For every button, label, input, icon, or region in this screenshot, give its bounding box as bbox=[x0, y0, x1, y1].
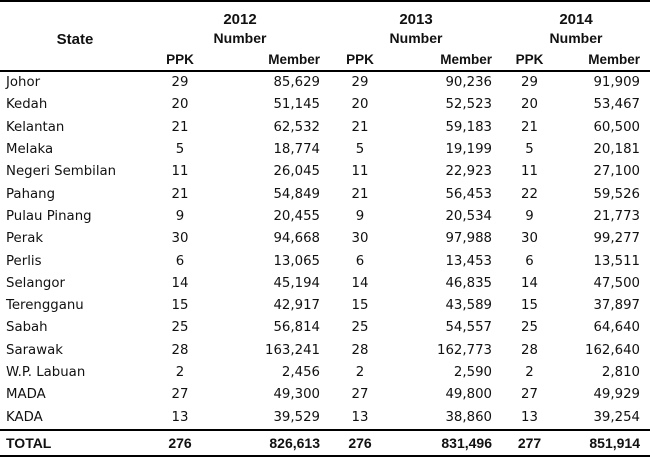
ppk-2012-cell: 13 bbox=[171, 409, 189, 425]
total-ppk-2013: 276 bbox=[348, 434, 372, 451]
year-header-2014: 2014 bbox=[559, 11, 593, 28]
table-row bbox=[0, 94, 650, 116]
table-row bbox=[0, 295, 650, 317]
member-2014-cell: 2,810 bbox=[601, 365, 640, 380]
ppk-2012-cell: 20 bbox=[171, 97, 189, 113]
member-2013-cell: 52,523 bbox=[445, 97, 492, 113]
member-2014-cell: 49,929 bbox=[593, 387, 640, 403]
ppk-2013-cell: 15 bbox=[351, 298, 369, 314]
member-2012-cell: 54,849 bbox=[273, 186, 320, 202]
year-header-2013: 2013 bbox=[399, 11, 433, 28]
ppk-2014-cell: 5 bbox=[525, 142, 534, 158]
state-cell: Perak bbox=[6, 231, 44, 247]
member-2014-cell: 39,254 bbox=[593, 409, 640, 425]
ppk-2013-cell: 13 bbox=[351, 409, 369, 425]
ppk-2013-cell: 27 bbox=[351, 387, 369, 403]
member-2013-cell: 20,534 bbox=[445, 208, 492, 224]
state-cell: Sabah bbox=[6, 320, 48, 336]
table-row bbox=[0, 228, 650, 250]
state-column-header: State bbox=[56, 31, 94, 48]
total-member-2014: 851,914 bbox=[589, 434, 640, 451]
ppk-2012-cell: 21 bbox=[171, 186, 189, 202]
state-cell: Pahang bbox=[6, 186, 56, 202]
ppk-2013-cell: 11 bbox=[351, 164, 369, 180]
member-2012-cell: 94,668 bbox=[273, 231, 320, 247]
member-2012-cell: 2,456 bbox=[281, 365, 320, 380]
table-row bbox=[0, 117, 650, 139]
ppk-2014-cell: 15 bbox=[521, 298, 538, 314]
member-2013-cell: 162,773 bbox=[437, 342, 492, 358]
member-2013-cell: 43,589 bbox=[445, 298, 492, 314]
member-2013-cell: 59,183 bbox=[445, 119, 492, 135]
state-cell: W.P. Labuan bbox=[6, 365, 86, 380]
ppk-2013-cell: 21 bbox=[351, 186, 369, 202]
table-header bbox=[0, 1, 650, 71]
ppk-2014-cell: 2 bbox=[525, 365, 534, 380]
table-row bbox=[0, 273, 650, 295]
number-header-2013: Number bbox=[389, 30, 443, 46]
ppk-2013-cell: 25 bbox=[351, 320, 369, 336]
member-2012-cell: 45,194 bbox=[273, 275, 320, 291]
table-row bbox=[0, 183, 650, 205]
ppk-2014-cell: 30 bbox=[521, 231, 538, 247]
ppk-header-2013: PPK bbox=[346, 51, 374, 67]
member-2014-cell: 20,181 bbox=[593, 142, 640, 158]
state-cell: Perlis bbox=[6, 253, 42, 269]
member-header-2012: Member bbox=[268, 51, 320, 67]
ppk-2014-cell: 14 bbox=[521, 275, 538, 291]
ppk-2014-cell: 27 bbox=[521, 387, 538, 403]
ppk-2014-cell: 29 bbox=[521, 75, 538, 91]
ppk-2014-cell: 6 bbox=[525, 253, 534, 269]
table-row bbox=[0, 317, 650, 339]
member-2014-cell: 99,277 bbox=[593, 231, 640, 247]
member-2013-cell: 90,236 bbox=[445, 75, 492, 91]
ppk-2012-cell: 29 bbox=[171, 75, 189, 91]
state-cell: Johor bbox=[6, 75, 41, 91]
member-2014-cell: 27,100 bbox=[593, 164, 640, 180]
member-2012-cell: 26,045 bbox=[273, 164, 320, 180]
state-cell: KADA bbox=[6, 409, 43, 425]
member-2013-cell: 49,800 bbox=[445, 387, 492, 403]
ppk-2014-cell: 20 bbox=[521, 97, 538, 113]
ppk-2014-cell: 22 bbox=[521, 186, 538, 202]
ppk-2014-cell: 21 bbox=[521, 119, 538, 135]
member-2014-cell: 37,897 bbox=[593, 298, 640, 314]
member-2014-cell: 64,640 bbox=[593, 320, 640, 336]
year-header-2012: 2012 bbox=[223, 11, 257, 28]
table-row bbox=[0, 139, 650, 161]
member-header-2013: Member bbox=[440, 51, 492, 67]
table-footer bbox=[0, 430, 650, 456]
table-row bbox=[0, 362, 650, 384]
ppk-2013-cell: 20 bbox=[351, 97, 369, 113]
ppk-2012-cell: 30 bbox=[171, 231, 189, 247]
total-ppk-2014: 277 bbox=[517, 434, 542, 451]
state-cell: Kelantan bbox=[6, 119, 65, 135]
ppk-2013-cell: 28 bbox=[351, 342, 369, 358]
member-2014-cell: 21,773 bbox=[593, 208, 640, 224]
ppk-2014-cell: 9 bbox=[525, 208, 534, 224]
member-2013-cell: 97,988 bbox=[445, 231, 492, 247]
ppk-2013-cell: 2 bbox=[355, 365, 365, 380]
header-row-subcolumns bbox=[0, 48, 650, 71]
ppk-2012-cell: 5 bbox=[175, 142, 185, 158]
member-2012-cell: 85,629 bbox=[273, 75, 320, 91]
member-2013-cell: 56,453 bbox=[445, 186, 492, 202]
table-row bbox=[0, 406, 650, 429]
ppk-2013-cell: 21 bbox=[351, 119, 369, 135]
ppk-2013-cell: 29 bbox=[351, 75, 369, 91]
ppk-2014-cell: 13 bbox=[521, 409, 538, 425]
state-cell: Kedah bbox=[6, 97, 48, 113]
member-2012-cell: 20,455 bbox=[273, 208, 320, 224]
member-2014-cell: 13,511 bbox=[593, 253, 640, 269]
member-2014-cell: 47,500 bbox=[593, 275, 640, 291]
ppk-2012-cell: 25 bbox=[171, 320, 189, 336]
member-2014-cell: 91,909 bbox=[593, 75, 640, 91]
member-header-2014: Member bbox=[588, 51, 640, 67]
ppk-2013-cell: 30 bbox=[351, 231, 369, 247]
member-2012-cell: 42,917 bbox=[273, 298, 320, 314]
ppk-2012-cell: 2 bbox=[175, 365, 185, 380]
state-cell: MADA bbox=[6, 387, 46, 403]
member-2012-cell: 18,774 bbox=[273, 142, 320, 158]
member-2014-cell: 59,526 bbox=[593, 186, 640, 202]
member-2014-cell: 162,640 bbox=[585, 342, 640, 358]
member-2012-cell: 56,814 bbox=[273, 320, 320, 336]
ppk-2014-cell: 28 bbox=[521, 342, 538, 358]
state-cell: Terengganu bbox=[6, 298, 84, 314]
ppk-2013-cell: 9 bbox=[355, 208, 365, 224]
ppk-2013-cell: 5 bbox=[355, 142, 365, 158]
state-cell: Pulau Pinang bbox=[6, 208, 92, 224]
table-row bbox=[0, 161, 650, 183]
total-label: TOTAL bbox=[6, 434, 52, 451]
state-cell: Sarawak bbox=[6, 342, 63, 358]
state-header-spacer bbox=[0, 48, 150, 71]
total-ppk-2012: 276 bbox=[168, 434, 192, 451]
number-header-2012: Number bbox=[213, 30, 267, 46]
header-row-years bbox=[0, 1, 650, 28]
member-2013-cell: 13,453 bbox=[445, 253, 492, 269]
total-member-2013: 831,496 bbox=[441, 434, 492, 451]
ppk-header-2012: PPK bbox=[166, 51, 194, 67]
state-cell: Negeri Sembilan bbox=[6, 164, 117, 180]
ppk-2013-cell: 14 bbox=[351, 275, 369, 291]
ppk-2012-cell: 15 bbox=[171, 298, 189, 314]
number-header-2014: Number bbox=[549, 30, 603, 46]
member-2013-cell: 54,557 bbox=[445, 320, 492, 336]
table-body bbox=[0, 71, 650, 430]
ppk-2012-cell: 21 bbox=[171, 119, 189, 135]
ppk-2014-cell: 25 bbox=[521, 320, 538, 336]
total-member-2012: 826,613 bbox=[269, 434, 320, 451]
ppk-2012-cell: 27 bbox=[171, 387, 189, 403]
ppk-2012-cell: 14 bbox=[171, 275, 189, 291]
member-2013-cell: 22,923 bbox=[445, 164, 492, 180]
ppk-2012-cell: 6 bbox=[175, 253, 185, 269]
table-row bbox=[0, 340, 650, 362]
member-2013-cell: 46,835 bbox=[445, 275, 492, 291]
member-2012-cell: 13,065 bbox=[273, 253, 320, 269]
member-2012-cell: 39,529 bbox=[273, 409, 320, 425]
state-cell: Selangor bbox=[6, 275, 65, 291]
ppk-2012-cell: 11 bbox=[171, 164, 189, 180]
ppk-2012-cell: 28 bbox=[171, 342, 189, 358]
ppk-2012-cell: 9 bbox=[175, 208, 185, 224]
member-2012-cell: 62,532 bbox=[273, 119, 320, 135]
table-row bbox=[0, 71, 650, 94]
member-2012-cell: 163,241 bbox=[265, 342, 320, 358]
member-2012-cell: 51,145 bbox=[273, 97, 320, 113]
table-row bbox=[0, 206, 650, 228]
member-2014-cell: 53,467 bbox=[593, 97, 640, 113]
member-2014-cell: 60,500 bbox=[593, 119, 640, 135]
state-cell: Melaka bbox=[6, 142, 54, 158]
table-row bbox=[0, 250, 650, 272]
member-2013-cell: 38,860 bbox=[445, 409, 492, 425]
ppk-2013-cell: 6 bbox=[355, 253, 365, 269]
member-2013-cell: 19,199 bbox=[445, 142, 492, 158]
member-2012-cell: 49,300 bbox=[273, 387, 320, 403]
ppk-header-2014: PPK bbox=[515, 51, 544, 67]
member-2013-cell: 2,590 bbox=[453, 365, 492, 380]
ppk-2014-cell: 11 bbox=[521, 164, 538, 180]
table-row bbox=[0, 384, 650, 406]
total-row bbox=[0, 430, 650, 456]
